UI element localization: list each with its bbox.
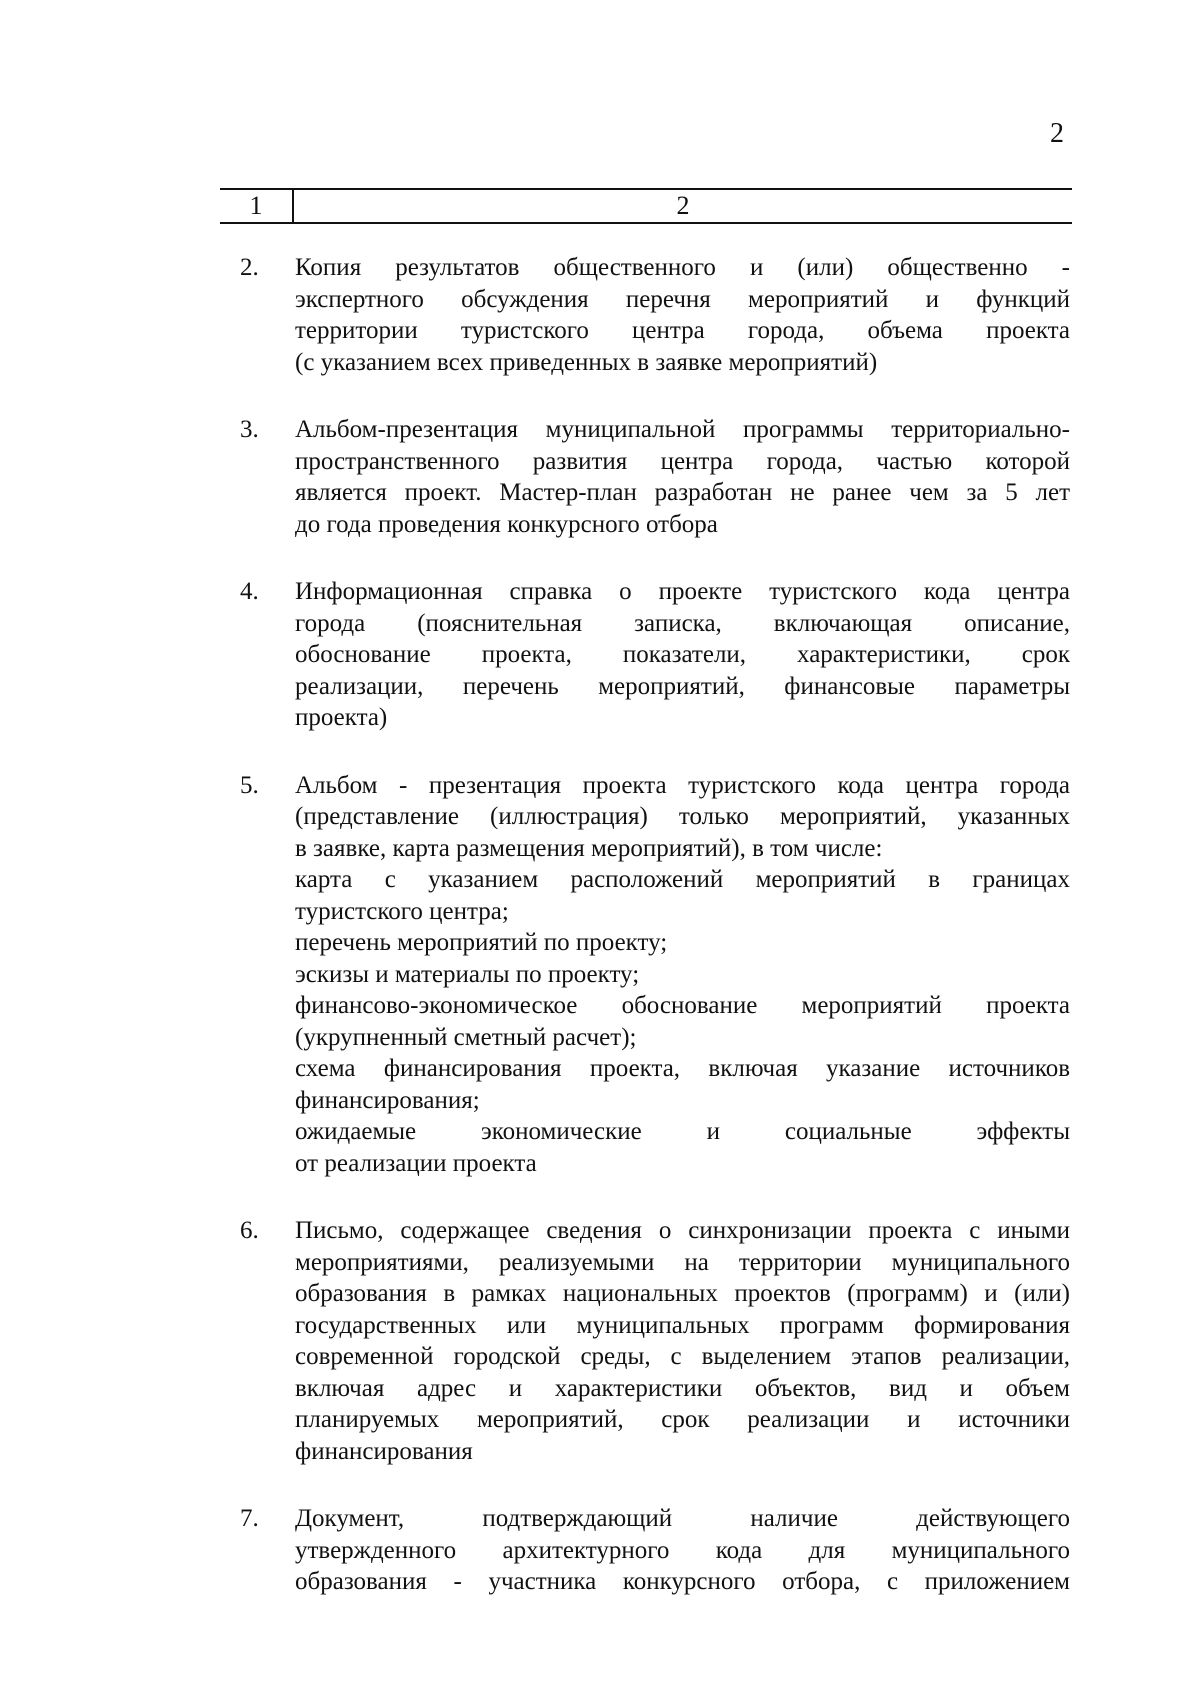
text-line: (представление (иллюстрация) только мероприятий, указанных	[295, 803, 1070, 830]
text-line: мероприятиями, реализуемыми на территории муниципального	[295, 1248, 1070, 1276]
document-item-list	[240, 252, 1070, 1634]
text-line: от реализации проекта	[295, 1149, 537, 1177]
text-line: (с указанием всех приведенных в заявке мероприятий)	[295, 348, 878, 376]
text-line: ожидаемые экономические и социальные эффекты	[295, 1118, 1070, 1145]
text-line: обоснование проекта, показатели, характеристики, срок	[295, 641, 1070, 668]
text-line: эскизы и материалы по проекту;	[295, 960, 640, 988]
item-number: 4.	[240, 578, 259, 605]
text-line: включая адрес и характеристики объектов, вид и объем	[295, 1374, 1070, 1402]
text-line: туристского центра;	[295, 897, 509, 925]
text-line: образования - участника конкурсного отбора, с приложением	[295, 1568, 1070, 1595]
text-line: Копия результатов общественного и (или) общественно -	[295, 254, 1070, 281]
text-line: Альбом-презентация муниципальной программы территориально-	[295, 416, 1070, 443]
table-header-col-1: 1	[249, 191, 263, 220]
item-text	[295, 252, 1070, 378]
text-line: схема финансирования проекта, включая указание источников	[295, 1055, 1070, 1082]
list-item	[240, 252, 1070, 378]
item-number: 3.	[240, 416, 259, 443]
list-item	[240, 1215, 1070, 1467]
text-line: перечень мероприятий по проекту;	[295, 929, 668, 956]
text-line: Письмо, содержащее сведения о синхронизации проекта с иными	[295, 1217, 1070, 1244]
text-line: в заявке, карта размещения мероприятий), в том числе:	[295, 834, 883, 862]
table-header-row	[220, 188, 1072, 224]
item-number: 5.	[240, 771, 259, 799]
text-line: образования в рамках национальных проектов (программ) и (или)	[295, 1280, 1070, 1307]
item-text	[295, 1503, 1070, 1598]
text-line: является проект. Мастер-план разработан не ранее чем за 5 лет	[295, 479, 1070, 506]
item-text	[295, 1215, 1070, 1467]
item-text	[295, 576, 1070, 734]
text-line: государственных или муниципальных программ формирования	[295, 1311, 1070, 1339]
text-line: финансирования	[295, 1437, 473, 1465]
list-item	[240, 1503, 1070, 1598]
item-number: 2.	[240, 254, 259, 281]
list-item	[240, 770, 1070, 1180]
text-line: Альбом - презентация проекта туристского кода центра города	[295, 771, 1070, 799]
list-item	[240, 576, 1070, 734]
text-line: города (пояснительная записка, включающая описание,	[295, 609, 1070, 637]
table-header-col-2: 2	[676, 191, 690, 220]
item-text	[295, 770, 1070, 1180]
text-line: утвержденного архитектурного кода для муниципального	[295, 1536, 1070, 1564]
item-number: 6.	[240, 1217, 259, 1244]
text-line: карта с указанием расположений мероприятий в границах	[295, 866, 1070, 893]
list-item	[240, 414, 1070, 540]
text-line: пространственного развития центра города, частью которой	[295, 447, 1070, 475]
text-line: территории туристского центра города, объема проекта	[295, 317, 1070, 344]
text-line: финансирования;	[295, 1086, 480, 1114]
text-line: до года проведения конкурсного отбора	[295, 510, 718, 538]
item-text	[295, 414, 1070, 540]
text-line: Информационная справка о проекте туристского кода центра	[295, 578, 1070, 605]
text-line: (укрупненный сметный расчет);	[295, 1023, 637, 1051]
text-line: современной городской среды, с выделением этапов реализации,	[295, 1343, 1070, 1370]
page-number: 2	[1050, 118, 1064, 149]
text-line: реализации, перечень мероприятий, финансовые параметры	[295, 672, 1070, 700]
text-line: Документ, подтверждающий наличие действующего	[295, 1505, 1070, 1532]
text-line: планируемых мероприятий, срок реализации и источники	[295, 1406, 1070, 1433]
text-line: проекта)	[295, 704, 388, 731]
item-number: 7.	[240, 1505, 259, 1532]
text-line: экспертного обсуждения перечня мероприятий и функций	[295, 285, 1070, 313]
text-line: финансово-экономическое обоснование мероприятий проекта	[295, 992, 1070, 1019]
